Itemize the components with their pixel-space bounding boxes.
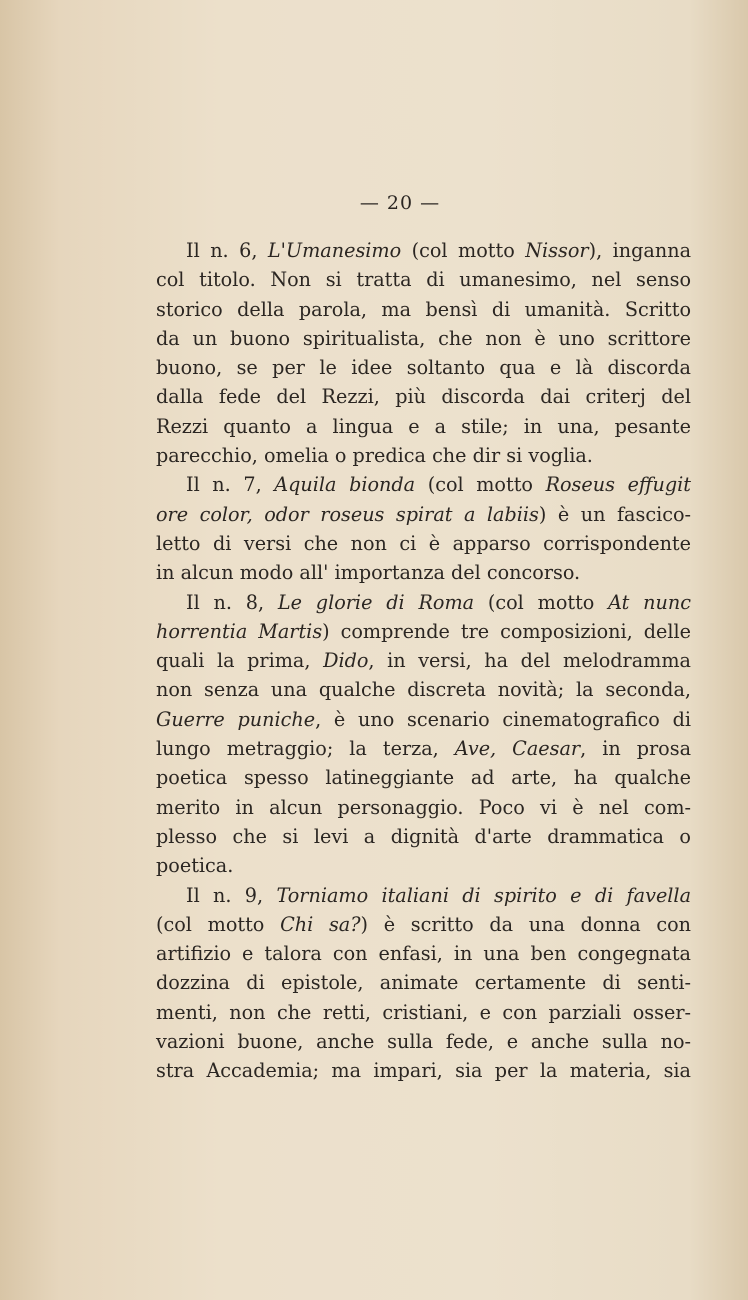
text-line: [156, 822, 691, 851]
text-run: ), inganna: [588, 239, 692, 262]
text-run: Il n. 6,: [186, 239, 268, 262]
text-run: storico della parola, ma bensì di umanità. Scritto: [156, 297, 691, 321]
text-run: vazioni buone, anche sulla fede, e anche sulla no-: [156, 1030, 691, 1054]
text-run: buono, se per le idee soltanto qua e là discorda: [156, 356, 691, 380]
italic-text: At nunc: [608, 590, 691, 614]
text-run: lungo metraggio; la terza,: [156, 737, 455, 761]
text-run: Rezzi quanto a lingua e a stile; in una, pesante: [156, 414, 691, 438]
text-line: [156, 295, 691, 324]
text-line: [156, 441, 691, 470]
text-line: [156, 236, 691, 265]
text-run: dozzina di epistole, animate certamente di senti-: [156, 971, 691, 995]
text-run: , è uno scenario cinematografico di: [315, 707, 691, 731]
italic-text: Roseus effugit: [545, 473, 691, 497]
italic-text: Ave, Caesar: [454, 737, 581, 761]
text-run: col titolo. Non si tratta di umanesimo, nel senso: [156, 268, 691, 292]
paragraph: [156, 588, 691, 881]
paragraph: [156, 470, 691, 587]
text-line: [156, 353, 691, 382]
text-run: poetica spesso latineggiante ad arte, ha qualche: [156, 766, 691, 790]
text-line: [156, 1056, 691, 1085]
text-line: [156, 881, 691, 910]
paragraph: [156, 236, 691, 470]
text-run: , in versi, ha del melodramma: [368, 649, 691, 673]
paragraph: [156, 881, 691, 1086]
italic-text: L'Umanesimo: [267, 239, 402, 262]
text-run: non senza una qualche discreta novità; la seconda,: [156, 678, 691, 702]
text-run: quali la prima,: [156, 649, 324, 673]
italic-text: Dido: [323, 649, 369, 673]
italic-text: Nissor: [525, 239, 589, 262]
text-run: merito in alcun personaggio. Poco vi è nel com-: [156, 795, 691, 819]
italic-text: Aquila bionda: [274, 473, 416, 497]
text-line: [156, 529, 691, 558]
text-run: Il n. 8,: [186, 590, 278, 614]
text-run: (col motto: [401, 239, 526, 262]
text-line: [156, 382, 691, 411]
text-line: [156, 500, 691, 529]
text-run: da un buono spiritualista, che non è uno scrittore: [156, 326, 691, 350]
text-line: [156, 968, 691, 997]
text-run: ) è scritto da una donna con: [360, 912, 691, 936]
text-run: letto di versi che non ci è apparso corrispondente: [156, 531, 691, 555]
text-run: dalla fede del Rezzi, più discorda dai criterj del: [156, 385, 691, 409]
text-run: ) è un fascico-: [538, 502, 691, 526]
text-line: [156, 558, 691, 587]
text-line: [156, 1027, 691, 1056]
italic-text: horrentia Martis: [156, 619, 323, 643]
text-line: [156, 734, 691, 763]
text-run: plesso che si levi a dignità d'arte drammatica o: [156, 824, 691, 848]
text-run: parecchio, omelia o predica che dir si voglia.: [156, 444, 593, 468]
text-line: [156, 763, 691, 792]
italic-text: Le glorie di Roma: [277, 590, 475, 614]
text-line: [156, 617, 691, 646]
text-line: [156, 588, 691, 617]
text-line: [156, 705, 691, 734]
text-line: [156, 851, 691, 880]
text-line: [156, 412, 691, 441]
text-line: [156, 910, 691, 939]
text-run: Il n. 7,: [186, 473, 275, 497]
text-run: poetica.: [156, 854, 234, 878]
text-line: [156, 939, 691, 968]
text-run: (col motto: [156, 912, 281, 936]
italic-text: ore color, odor roseus spirat a labiis: [156, 502, 539, 526]
text-run: ) comprende tre composizioni, delle: [322, 619, 691, 643]
text-run: (col motto: [474, 590, 609, 614]
text-run: artifizio e talora con enfasi, in una ben congegnata: [156, 942, 691, 966]
text-line: [156, 324, 691, 353]
italic-text: Torniamo italiani di spirito e di favella: [276, 883, 692, 907]
text-line: [156, 793, 691, 822]
text-run: Il n. 9,: [186, 883, 277, 907]
text-run: , in prosa: [580, 737, 692, 761]
text-run: in alcun modo all' importanza del concorso.: [156, 561, 581, 585]
text-run: (col motto: [415, 473, 546, 497]
italic-text: Chi sa?: [280, 912, 361, 936]
text-line: [156, 998, 691, 1027]
text-run: stra Accademia; ma impari, sia per la materia, sia: [156, 1059, 691, 1083]
text-line: [156, 470, 691, 499]
body-text: [156, 236, 691, 1086]
italic-text: Guerre puniche: [156, 707, 316, 731]
text-run: menti, non che retti, cristiani, e con parziali osser-: [156, 1000, 691, 1024]
text-line: [156, 265, 691, 294]
text-line: [156, 646, 691, 675]
text-line: [156, 675, 691, 704]
page-number: — 20 —: [359, 192, 441, 214]
